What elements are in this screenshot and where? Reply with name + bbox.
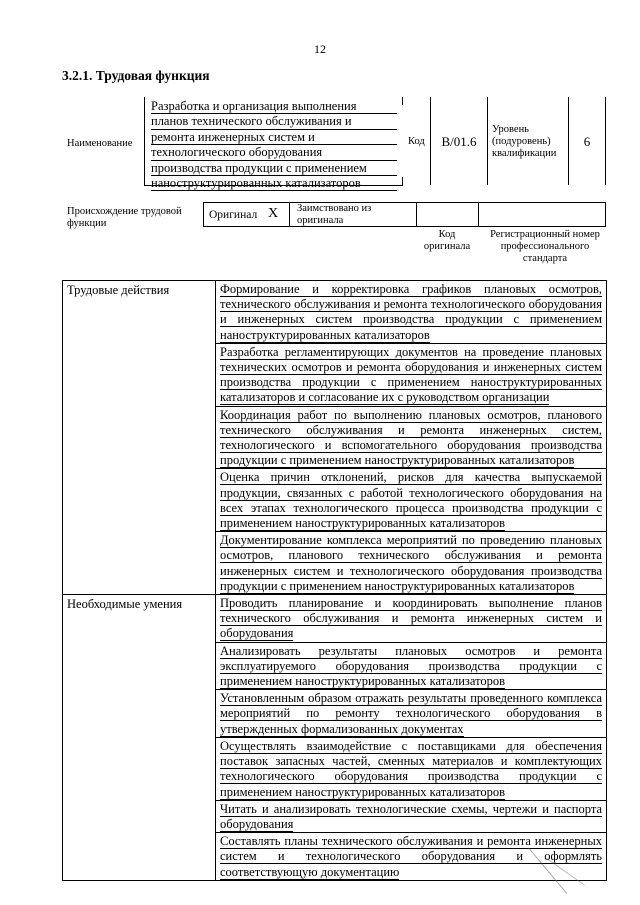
reg-caption-line: профессионального xyxy=(500,241,590,252)
table-cell xyxy=(216,642,607,690)
code-caption-line: Код xyxy=(438,229,456,240)
origin-divider xyxy=(416,202,417,227)
table-cell xyxy=(216,690,607,738)
origin-bottom-line xyxy=(203,226,606,227)
table-cell xyxy=(216,595,607,643)
list-item: Анализировать результаты плановых осмотров и ремонта эксплуатируемого оборудования производства продукции с применением наноструктурированных катализаторов xyxy=(220,643,602,689)
function-name-line: Разработка и организация выполнения xyxy=(151,99,397,114)
origin-divider xyxy=(605,202,606,227)
list-item: Оценка причин отклонений, рисков для качества выпускаемой продукции, связанных с работой технологического оборудования на всех этапах технологического процесса производства продукции с применением наноструктурированных катализаторов xyxy=(220,470,602,531)
table-cell xyxy=(216,406,607,469)
table-cell xyxy=(216,343,607,406)
level-value: 6 xyxy=(583,134,591,149)
table-cell xyxy=(216,469,607,532)
reg-caption xyxy=(478,229,612,265)
name-label: Наименование xyxy=(67,138,133,149)
original-label: Оригинал xyxy=(209,209,258,221)
list-item: Формирование и корректировка графиков плановых осмотров, технического обслуживания и ремонта технологического оборудования и инженерных систем производства продукции с применением наноструктурированных катализаторов xyxy=(220,282,602,342)
origin-divider xyxy=(478,202,479,227)
function-table xyxy=(62,280,607,881)
level-label-line: квалификации xyxy=(492,148,557,159)
list-item: Координация работ по выполнению плановых осмотров, планового технического обслуживания и ремонта инженерных систем, технологического и вспомогательного оборудования производства продукции с применением наноструктурированных катализаторов xyxy=(220,407,602,468)
borrowed-label-line: оригинала xyxy=(297,215,344,226)
table-cell xyxy=(216,281,607,344)
original-mark: X xyxy=(268,206,279,221)
origin-top-line xyxy=(203,202,606,203)
section-title: Необходимые умения xyxy=(63,595,216,881)
table-cell xyxy=(216,532,607,595)
origin-label-line: функции xyxy=(67,218,107,229)
reg-caption-line: Регистрационный номер xyxy=(490,229,600,240)
section-heading: 3.2.1. Трудовая функция xyxy=(62,68,210,83)
function-name-line: наноструктурированных катализаторов xyxy=(151,176,397,191)
list-item: Установленным образом отражать результаты проведенного комплекса мероприятий по ремонту технологического оборудования в утвержденных формализованных документах xyxy=(220,691,602,736)
list-item: Документирование комплекса мероприятий по проведению плановых осмотров, планового технического обслуживания и ремонта инженерных систем и технологического оборудования производства продукции с применением наноструктурированных катализаторов xyxy=(220,533,602,593)
table-cell xyxy=(216,800,607,832)
borrowed-label xyxy=(297,203,371,227)
section-title: Трудовые действия xyxy=(63,281,216,595)
level-label-line: (подуровень) xyxy=(492,136,551,147)
borrowed-label-line: Заимствовано из xyxy=(297,203,372,214)
list-item: Осуществлять взаимодействие с поставщиками для обеспечения поставок запасных частей, сменных материалов и комплектующих технологического оборудования производства продукции с применением наноструктурированных катализаторов xyxy=(220,738,602,799)
function-name-box xyxy=(144,97,403,191)
page-number: 12 xyxy=(314,42,326,56)
level-label xyxy=(492,124,556,160)
function-name-line: планов технического обслуживания и xyxy=(151,114,397,129)
list-item: Читать и анализировать технологические схемы, чертежи и паспорта оборудования xyxy=(220,801,602,831)
box-tick xyxy=(402,177,403,185)
level-label-line: Уровень xyxy=(492,124,529,135)
code-label: Код xyxy=(408,136,425,147)
list-item: Составлять планы технического обслуживания и ремонта инженерных систем и технологического оборудования и оформлять соответствующую документацию xyxy=(220,834,602,879)
table-cell xyxy=(216,833,607,881)
origin-label-line: Происхождение трудовой xyxy=(67,206,182,217)
list-item: Проводить планирование и координировать выполнение планов технического обслуживания и ремонта инженерных систем и оборудования xyxy=(220,596,602,641)
function-name xyxy=(151,99,397,191)
table-cell xyxy=(216,737,607,800)
table-row xyxy=(63,281,607,344)
code-caption-line: оригинала xyxy=(423,241,471,252)
level-box xyxy=(568,97,606,185)
box-tick xyxy=(402,97,403,105)
code-value: B/01.6 xyxy=(441,134,477,149)
list-item: Разработка регламентирующих документов на проведение плановых технических осмотров и ремонта оборудования и инженерных систем производства продукции с применением наноструктурированных катализаторов и согласование их с руководством организации xyxy=(220,344,602,405)
function-name-line: ремонта инженерных систем и xyxy=(151,130,397,145)
code-caption xyxy=(416,229,478,253)
reg-caption-line: стандарта xyxy=(522,253,568,264)
origin-divider xyxy=(289,202,290,227)
code-box xyxy=(430,97,488,185)
function-name-line: производства продукции с применением xyxy=(151,161,397,176)
origin-divider xyxy=(203,202,204,227)
table-row xyxy=(63,595,607,643)
origin-label xyxy=(67,206,182,230)
function-name-line: технологического оборудования xyxy=(151,145,397,160)
